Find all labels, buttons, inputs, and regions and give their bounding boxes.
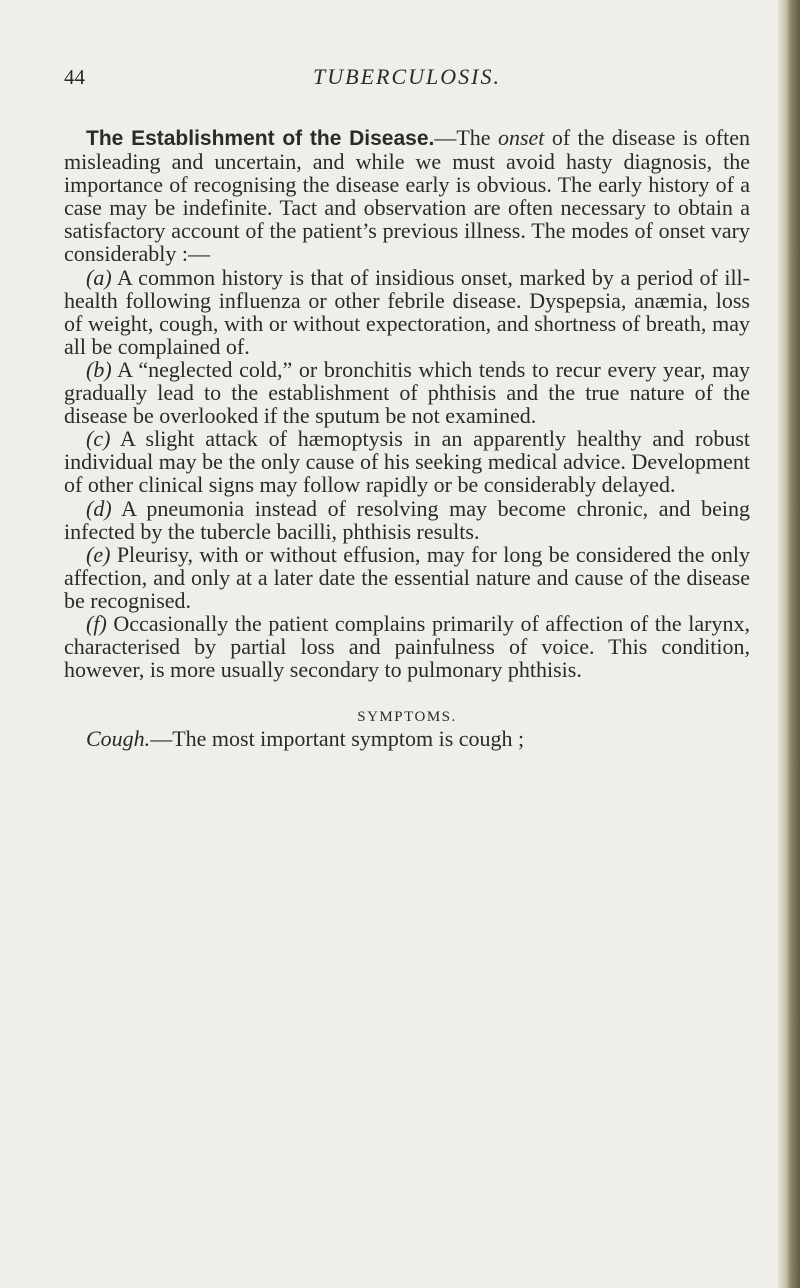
list-item — [64, 266, 750, 358]
item-text: Pleurisy, with or without effusion, may for long be considered the only affection, and only at a later date the essential nature and cause of the disease be recognised. — [64, 541, 750, 613]
item-marker: (d) — [86, 495, 112, 521]
item-text: A “neglected cold,” or bronchitis which tends to recur every year, may gradually lead to the establishment of phthisis and the true nature of the disease be overlooked if the sputum be not examined. — [64, 356, 750, 429]
cough-paragraph — [64, 727, 750, 750]
section-heading: The Establishment of the Disease. — [86, 127, 435, 150]
running-title: TUBERCULOSIS. — [313, 64, 501, 89]
list-item — [64, 612, 750, 681]
list-item — [64, 358, 750, 427]
list-item — [64, 543, 750, 612]
list-item — [64, 497, 750, 543]
intro-text: of the disease is often misleading and uncertain, and while we must avoid hasty diagnosis, the importance of recognising the disease early is obvious. The early history of a case may be indefinite. Tact and observation are often necessary to obtain a satisfactory account of the patient’s previous illness. The modes of onset vary considerably :— — [64, 125, 751, 267]
item-text: A slight attack of hæmoptysis in an apparently healthy and robust individual may be the only cause of his seeking medical advice. Development of other clinical signs may follow rapidly or be considerably delayed. — [64, 426, 750, 498]
symptoms-heading: SYMPTOMS. — [357, 709, 457, 726]
body-text — [64, 126, 750, 750]
cough-label: Cough. — [86, 726, 151, 752]
item-text: Occasionally the patient complains primarily of affection of the larynx, characterised by partial loss and painfulness of voice. This condition, however, is more usually secondary to pulmonary phthisis. — [64, 610, 750, 683]
intro-paragraph — [64, 126, 750, 266]
onset-emphasis: onset — [497, 125, 545, 150]
running-head — [64, 62, 750, 92]
item-marker: (a) — [86, 264, 112, 290]
book-page — [64, 62, 750, 750]
item-marker: (c) — [86, 426, 111, 452]
item-marker: (e) — [86, 541, 111, 567]
item-marker: (b) — [86, 356, 112, 382]
cough-text: —The most important symptom is cough ; — [150, 726, 525, 752]
intro-dash: —The — [434, 125, 498, 150]
item-marker: (f) — [86, 610, 107, 636]
page-edge-shadow — [778, 0, 800, 1288]
item-text: A pneumonia instead of resolving may become chronic, and being infected by the tubercle bacilli, phthisis results. — [64, 495, 750, 544]
page-number: 44 — [64, 65, 85, 89]
list-item — [64, 427, 750, 496]
item-text: A common history is that of insidious onset, marked by a period of ill-health following influenza or other febrile disease. Dyspepsia, anæmia, loss of weight, cough, with or without expectoration, and shortness of breath, may all be complained of. — [64, 264, 750, 359]
